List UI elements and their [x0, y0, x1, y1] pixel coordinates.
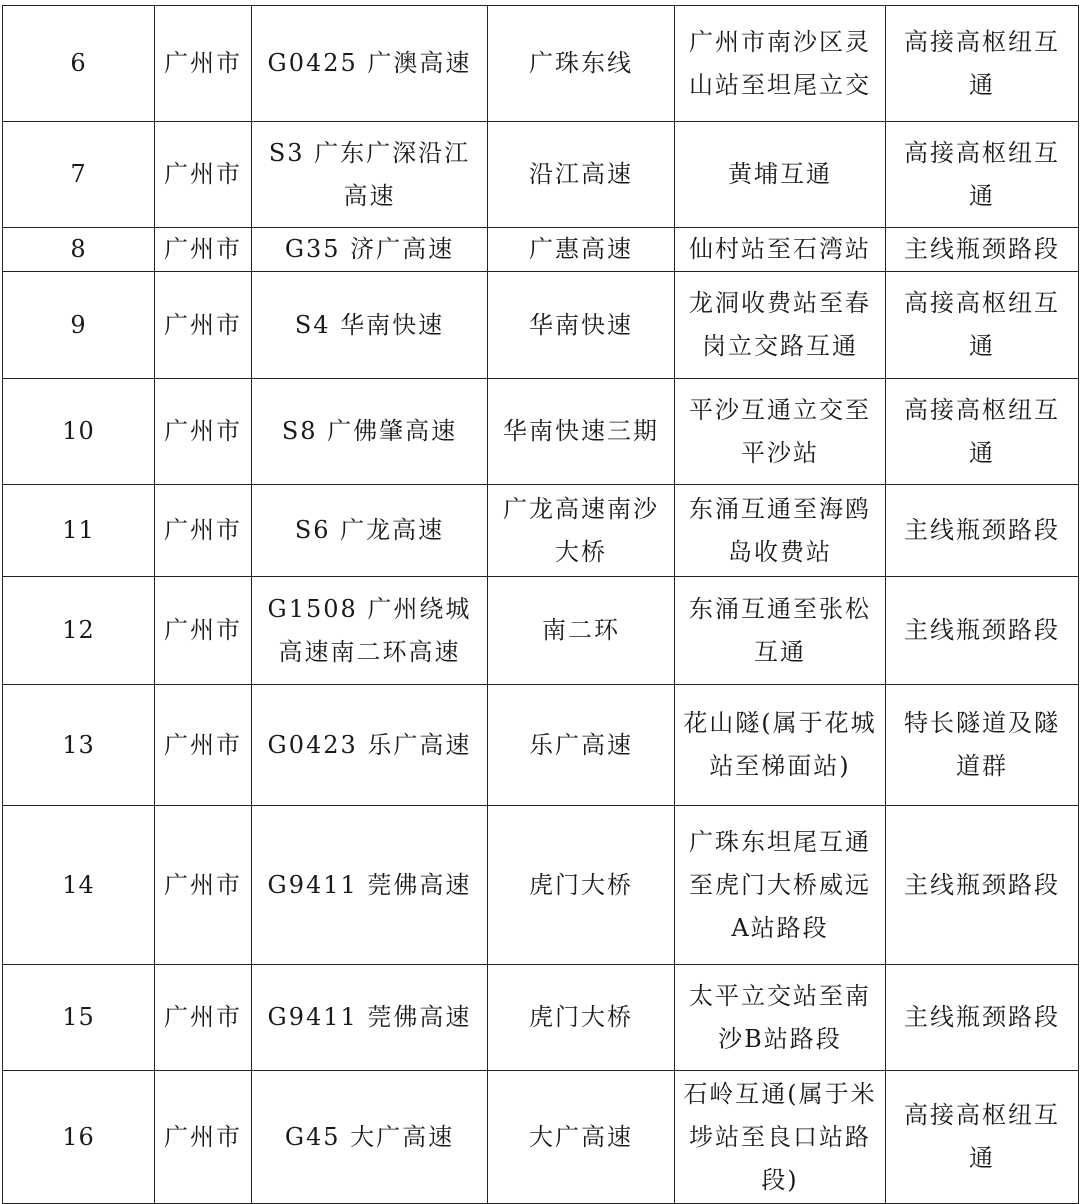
location-cell: 花山隧(属于花城站至梯面站)	[675, 685, 886, 806]
table-row	[3, 685, 1079, 806]
route-cell: G0425 广澳高速	[252, 6, 488, 122]
section-cell: 广珠东线	[488, 6, 675, 122]
section-cell: 广惠高速	[488, 228, 675, 272]
section-cell: 南二环	[488, 577, 675, 685]
route-cell: G9411 莞佛高速	[252, 806, 488, 965]
route-cell: S6 广龙高速	[252, 485, 488, 577]
location-cell: 太平立交站至南沙B站路段	[675, 965, 886, 1071]
type-cell: 高接高枢纽互通	[886, 272, 1079, 379]
row-number: 6	[3, 6, 155, 122]
location-cell: 东涌互通至张松互通	[675, 577, 886, 685]
row-number: 10	[3, 379, 155, 485]
table-row	[3, 122, 1079, 228]
city-cell: 广州市	[155, 379, 252, 485]
route-cell: S4 华南快速	[252, 272, 488, 379]
section-cell: 华南快速	[488, 272, 675, 379]
type-cell: 主线瓶颈路段	[886, 577, 1079, 685]
row-number: 15	[3, 965, 155, 1071]
city-cell: 广州市	[155, 122, 252, 228]
location-cell: 仙村站至石湾站	[675, 228, 886, 272]
section-cell: 虎门大桥	[488, 965, 675, 1071]
row-number: 9	[3, 272, 155, 379]
location-cell: 广珠东坦尾互通至虎门大桥威远A站路段	[675, 806, 886, 965]
route-cell: G35 济广高速	[252, 228, 488, 272]
table-row	[3, 806, 1079, 965]
section-cell: 沿江高速	[488, 122, 675, 228]
route-cell: G9411 莞佛高速	[252, 965, 488, 1071]
city-cell: 广州市	[155, 485, 252, 577]
type-cell: 高接高枢纽互通	[886, 1071, 1079, 1204]
type-cell: 主线瓶颈路段	[886, 485, 1079, 577]
table-row	[3, 1071, 1079, 1204]
type-cell: 高接高枢纽互通	[886, 6, 1079, 122]
location-cell: 平沙互通立交至平沙站	[675, 379, 886, 485]
city-cell: 广州市	[155, 965, 252, 1071]
section-cell: 乐广高速	[488, 685, 675, 806]
type-cell: 高接高枢纽互通	[886, 122, 1079, 228]
expressway-congestion-table	[2, 5, 1079, 1204]
section-cell: 虎门大桥	[488, 806, 675, 965]
city-cell: 广州市	[155, 577, 252, 685]
type-cell: 高接高枢纽互通	[886, 379, 1079, 485]
table-row	[3, 379, 1079, 485]
row-number: 11	[3, 485, 155, 577]
route-cell: G0423 乐广高速	[252, 685, 488, 806]
table-row	[3, 228, 1079, 272]
row-number: 7	[3, 122, 155, 228]
type-cell: 特长隧道及隧道群	[886, 685, 1079, 806]
location-cell: 石岭互通(属于米埗站至良口站路段)	[675, 1071, 886, 1204]
route-cell: G45 大广高速	[252, 1071, 488, 1204]
row-number: 13	[3, 685, 155, 806]
table-row	[3, 6, 1079, 122]
table-row	[3, 485, 1079, 577]
city-cell: 广州市	[155, 272, 252, 379]
section-cell: 华南快速三期	[488, 379, 675, 485]
type-cell: 主线瓶颈路段	[886, 965, 1079, 1071]
route-cell: G1508 广州绕城高速南二环高速	[252, 577, 488, 685]
city-cell: 广州市	[155, 685, 252, 806]
route-cell: S3 广东广深沿江高速	[252, 122, 488, 228]
section-cell: 大广高速	[488, 1071, 675, 1204]
table-row	[3, 965, 1079, 1071]
row-number: 14	[3, 806, 155, 965]
row-number: 12	[3, 577, 155, 685]
city-cell: 广州市	[155, 6, 252, 122]
table-row	[3, 577, 1079, 685]
type-cell: 主线瓶颈路段	[886, 806, 1079, 965]
location-cell: 龙洞收费站至春岗立交路互通	[675, 272, 886, 379]
route-cell: S8 广佛肇高速	[252, 379, 488, 485]
location-cell: 广州市南沙区灵山站至坦尾立交	[675, 6, 886, 122]
city-cell: 广州市	[155, 806, 252, 965]
location-cell: 东涌互通至海鸥岛收费站	[675, 485, 886, 577]
row-number: 16	[3, 1071, 155, 1204]
type-cell: 主线瓶颈路段	[886, 228, 1079, 272]
table-row	[3, 272, 1079, 379]
section-cell: 广龙高速南沙大桥	[488, 485, 675, 577]
location-cell: 黄埔互通	[675, 122, 886, 228]
city-cell: 广州市	[155, 228, 252, 272]
city-cell: 广州市	[155, 1071, 252, 1204]
row-number: 8	[3, 228, 155, 272]
